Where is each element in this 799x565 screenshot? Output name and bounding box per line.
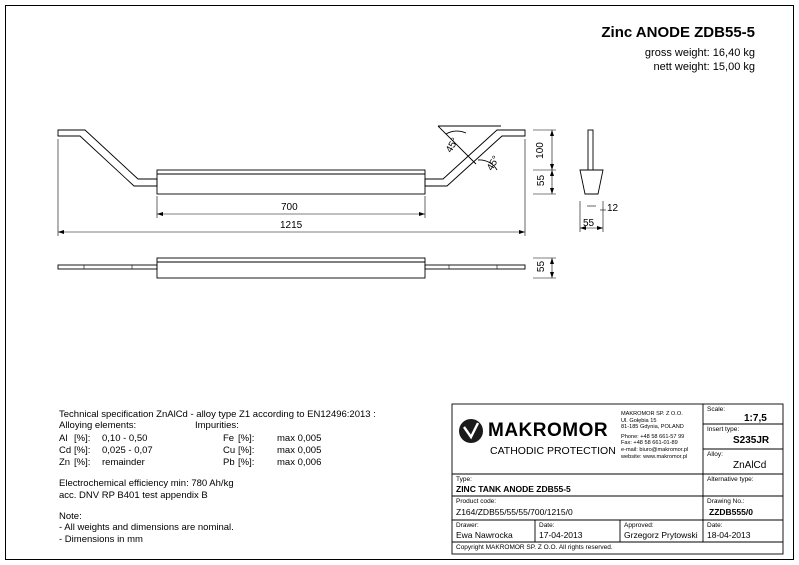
imp-el-pb: Pb [223, 457, 235, 468]
company-email: e-mail: biuro@makromor.pl [621, 446, 689, 453]
efficiency-line-1: Electrochemical efficiency min: 780 Ah/kg [59, 478, 234, 489]
company-phone: Phone: +48 58 661-57 99 [621, 433, 685, 440]
alternative-type-label: Alternative type: [707, 476, 754, 483]
imp-el-fe: Fe [223, 433, 235, 444]
drawing-no-label: Drawing No.: [707, 498, 745, 505]
company-fax: Fax: +48 58 661-01-89 [621, 440, 678, 447]
imp-val-fe: max 0,005 [277, 433, 322, 444]
left-insert-side [58, 130, 157, 186]
dim-end-55: 55 [583, 218, 595, 229]
product-code-label: Product code: [456, 498, 497, 505]
anode-plan-view [58, 258, 525, 278]
right-insert-side [425, 130, 525, 186]
angle-label-1: 45° [444, 136, 462, 155]
company-name: MAKROMOR SP. Z O.O. [621, 411, 683, 417]
type-label: Type: [456, 476, 472, 483]
alloy-val-al: 0,10 - 0,50 [102, 433, 148, 444]
company-street: Ul. Gołębia 15 [621, 417, 657, 424]
alloy-unit-cd: [%]: [74, 445, 91, 456]
spec-heading: Technical specification ZnAlCd - alloy type Z1 according to EN12496:2013 : [59, 409, 376, 420]
dim-height-55: 55 [536, 174, 548, 187]
alloy-unit-al: [%]: [74, 433, 91, 444]
scale-value: 1:7,5 [744, 413, 767, 424]
impurities-label: Impurities: [195, 420, 239, 431]
dim-height-100: 100 [534, 142, 546, 159]
type-value: ZINC TANK ANODE ZDB55-5 [456, 484, 571, 494]
alloying-label: Alloying elements: [59, 420, 137, 431]
approved-value: Grzegorz Prytowski [624, 530, 698, 540]
company-address [621, 411, 688, 460]
alloy-unit-zn: [%]: [74, 457, 91, 468]
insert-type-label: Insert type: [707, 426, 740, 433]
dim-plan-55: 55 [536, 260, 548, 273]
nett-weight: nett weight: 15,00 kg [653, 61, 755, 73]
approved-label: Approved: [624, 522, 654, 529]
note-line-2: - Dimensions in mm [59, 534, 143, 545]
scale-label: Scale: [707, 406, 726, 413]
logo-name: MAKROMOR [488, 420, 609, 441]
alloy-el-zn: Zn [59, 457, 71, 468]
gross-weight: gross weight: 16,40 kg [644, 47, 755, 59]
imp-unit-pb: [%]: [238, 457, 255, 468]
imp-unit-cu: [%]: [238, 445, 255, 456]
note-heading: Note: [59, 511, 82, 522]
drawing-no-value: ZZDB555/0 [709, 507, 753, 517]
imp-el-cu: Cu [223, 445, 236, 456]
anode-end-view [580, 130, 603, 194]
dim-length-700: 700 [281, 202, 298, 213]
alloy-val-zn: remainder [102, 457, 145, 468]
date-approved-label: Date: [707, 522, 723, 529]
alloy-val-cd: 0,025 - 0,07 [102, 445, 153, 456]
note-line-1: - All weights and dimensions are nominal. [59, 522, 234, 533]
makromor-logo-mark [459, 419, 483, 443]
drawer-label: Drawer: [456, 522, 479, 529]
alloy-el-al: Al [59, 433, 68, 444]
date-approved-value: 18-04-2013 [707, 530, 751, 540]
angle-label-2: 45° [485, 154, 503, 173]
date-drawn-label: Date: [539, 522, 555, 529]
product-code-value: Z164/ZDB55/55/55/700/1215/0 [456, 507, 573, 517]
alloy-value: ZnAlCd [733, 460, 767, 471]
company-website: website: www.makromor.pl [621, 453, 688, 460]
copyright-notice: Copyright MAKROMOR SP. Z O.O. All rights reserved. [456, 544, 613, 551]
dim-length-1215: 1215 [280, 220, 303, 231]
imp-val-cu: max 0,005 [277, 445, 322, 456]
dim-end-12: 12 [607, 203, 619, 214]
efficiency-line-2: acc. DNV RP B401 test appendix B [59, 490, 208, 501]
date-drawn-value: 17-04-2013 [539, 530, 583, 540]
drawer-value: Ewa Nawrocka [456, 530, 513, 540]
alloy-el-cd: Cd [59, 445, 72, 456]
alloy-label: Alloy: [707, 451, 723, 458]
company-city: 81-185 Gdynia, POLAND [621, 424, 684, 431]
insert-type-value: S235JR [733, 435, 770, 446]
imp-unit-fe: [%]: [238, 433, 255, 444]
drawing-title: Zinc ANODE ZDB55-5 [601, 24, 755, 41]
logo-subtitle: CATHODIC PROTECTION [490, 445, 616, 457]
imp-val-pb: max 0,006 [277, 457, 322, 468]
